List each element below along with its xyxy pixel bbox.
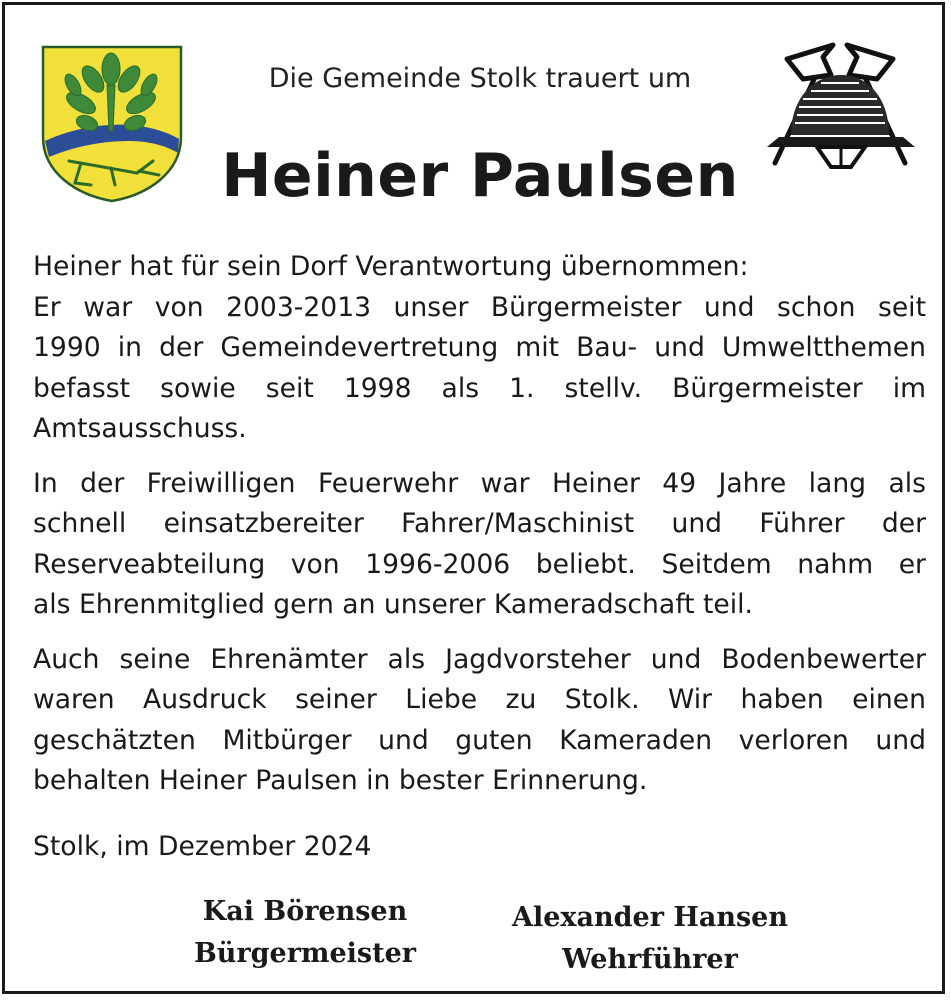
paragraph-3 [33, 640, 926, 802]
text-line: Amtsausschuss. [33, 413, 247, 444]
text-line: In der Freiwilligen Feuerwehr war Heiner 49 Jahre lang als [33, 467, 926, 499]
signatory-name: Alexander Hansen [512, 902, 788, 933]
signatory-name: Kai Börensen [202, 896, 408, 927]
obituary-text [33, 247, 926, 816]
text-line: befasst sowie seit 1998 als 1. stellv. Bürgermeister im [33, 372, 926, 404]
intro-text: Die Gemeinde Stolk trauert um [268, 63, 692, 94]
text-line: Auch seine Ehrenämter als Jagdvorsteher und Bodenbewerter [33, 643, 926, 675]
obituary-notice [2, 2, 945, 994]
paragraph-2 [33, 464, 926, 626]
text-line: schnell einsatzbereiter Fahrer/Maschinist und Führer der [33, 508, 926, 539]
text-line: Heiner hat für sein Dorf Verantwortung übernommen: [33, 251, 749, 282]
fire-helmet-icon [757, 39, 923, 175]
place-date: Stolk, im Dezember 2024 [33, 831, 372, 862]
text-line: Er war von 2003-2013 unser Bürgermeister und schon seit [33, 291, 926, 323]
text-line: 1990 in der Gemeindevertretung mit Bau- und Umweltthemen [33, 332, 926, 363]
signatory-role: Bürgermeister [193, 938, 417, 969]
text-line: waren Ausdruck seiner Liebe zu Stolk. Wir haben einen [33, 684, 926, 715]
deceased-name: Heiner Paulsen [221, 141, 739, 211]
signature-fire-chief [495, 897, 805, 981]
text-line: als Ehrenmitglied gern an unserer Kameradschaft teil. [33, 589, 754, 620]
text-line: Reserveabteilung von 1996-2006 beliebt. Seitdem nahm er [33, 548, 926, 580]
paragraph-1 [33, 247, 926, 450]
coat-of-arms-icon [41, 45, 183, 203]
text-line: behalten Heiner Paulsen in bester Erinnerung. [33, 765, 648, 796]
text-line: geschätzten Mitbürger und guten Kameraden verloren und [33, 724, 926, 756]
signatory-role: Wehrführer [562, 944, 738, 975]
signature-mayor [175, 891, 435, 975]
